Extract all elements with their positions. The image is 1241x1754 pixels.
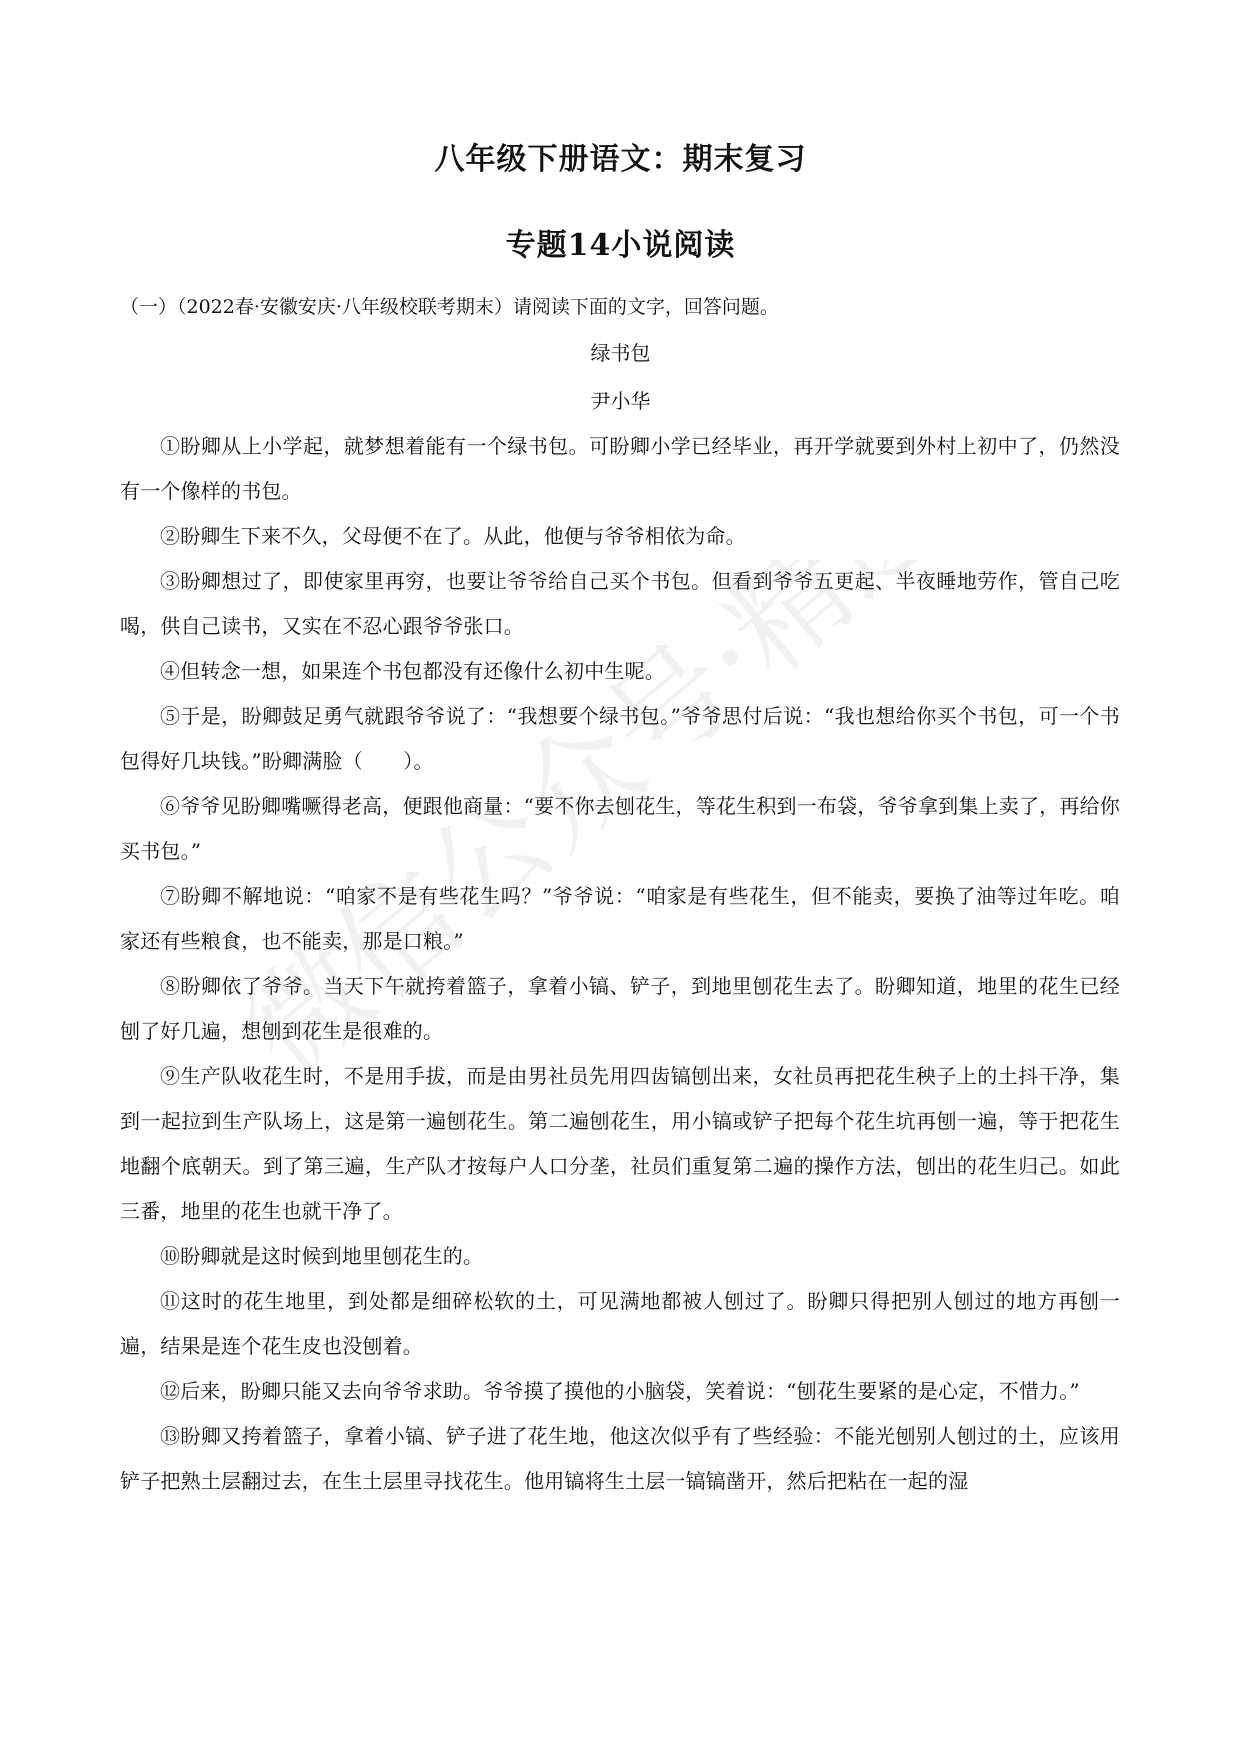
page-subtitle: 专题14小说阅读 xyxy=(505,228,736,263)
paragraph: ②盼卿生下来不久，父母便不在了。从此，他便与爷爷相依为命。 xyxy=(160,524,746,548)
paragraph: ⑩盼卿就是这时候到地里刨花生的。 xyxy=(160,1244,484,1268)
paragraph: ⑫后来，盼卿只能又去向爷爷求助。爷爷摸了摸他的小脑袋，笑着说：“刨花生要紧的是心定，不惜力。” xyxy=(160,1379,1080,1403)
page-title: 八年级下册语文：期末复习 xyxy=(434,142,807,177)
paragraph: ⑪这时的花生地里，到处都是细碎松软的土，可见满地都被人刨过了。盼卿只得把别人刨过的地方再刨一遍，结果是连个花生皮也没刨着。 xyxy=(120,1289,1120,1358)
question-intro: （一）（2022春·安徽安庆·八年级校联考期末）请阅读下面的文字，回答问题。 xyxy=(120,296,779,318)
paragraph: ⑥爷爷见盼卿嘴噘得老高，便跟他商量：“要不你去刨花生，等花生积到一布袋，爷爷拿到集上卖了，再给你买书包。” xyxy=(120,794,1120,863)
paragraph: ④但转念一想，如果连个书包都没有还像什么初中生呢。 xyxy=(160,659,665,683)
story-author: 尹小华 xyxy=(590,389,651,413)
story-body xyxy=(120,424,1120,1504)
paragraph: ⑤于是，盼卿鼓足勇气就跟爷爷说了：“我想要个绿书包。”爷爷思付后说：“我也想给你买个书包，可一个书包得好几块钱。”盼卿满脸（ ）。 xyxy=(120,704,1120,773)
watermark-text: 微信公众号·精选资料库 xyxy=(250,560,1150,1102)
paragraph: ⑨生产队收花生时，不是用手拔，而是由男社员先用四齿镐刨出来，女社员再把花生秧子上的土抖干净，集到一起拉到生产队场上，这是第一遍刨花生。第二遍刨花生，用小镐或铲子把每个花生坑再刨一遍，等于把花生地翻个底朝天。到了第三遍，生产队才按每户人口分垄，社员们重复第二遍的操作方法，刨出的花生归己。如此三番，地里的花生也就干净了。 xyxy=(120,1064,1120,1223)
paragraph: ⑬盼卿又挎着篮子，拿着小镐、铲子进了花生地，他这次似乎有了些经验：不能光刨别人刨过的土，应该用铲子把熟土层翻过去，在生土层里寻找花生。他用镐将生土层一镐镐凿开，然后把粘在一起的湿 xyxy=(120,1424,1120,1493)
paragraph: ①盼卿从上小学起，就梦想着能有一个绿书包。可盼卿小学已经毕业，再开学就要到外村上初中了，仍然没有一个像样的书包。 xyxy=(120,434,1120,503)
paragraph: ⑦盼卿不解地说：“咱家不是有些花生吗？”爷爷说：“咱家是有些花生，但不能卖，要换了油等过年吃。咱家还有些粮食，也不能卖，那是口粮。” xyxy=(120,884,1120,953)
story-title: 绿书包 xyxy=(590,341,651,365)
paragraph: ③盼卿想过了，即使家里再穷，也要让爷爷给自己买个书包。但看到爷爷五更起、半夜睡地劳作，管自己吃喝，供自己读书，又实在不忍心跟爷爷张口。 xyxy=(120,569,1120,638)
paragraph: ⑧盼卿依了爷爷。当天下午就挎着篮子，拿着小镐、铲子，到地里刨花生去了。盼卿知道，地里的花生已经刨了好几遍，想刨到花生是很难的。 xyxy=(120,974,1120,1043)
